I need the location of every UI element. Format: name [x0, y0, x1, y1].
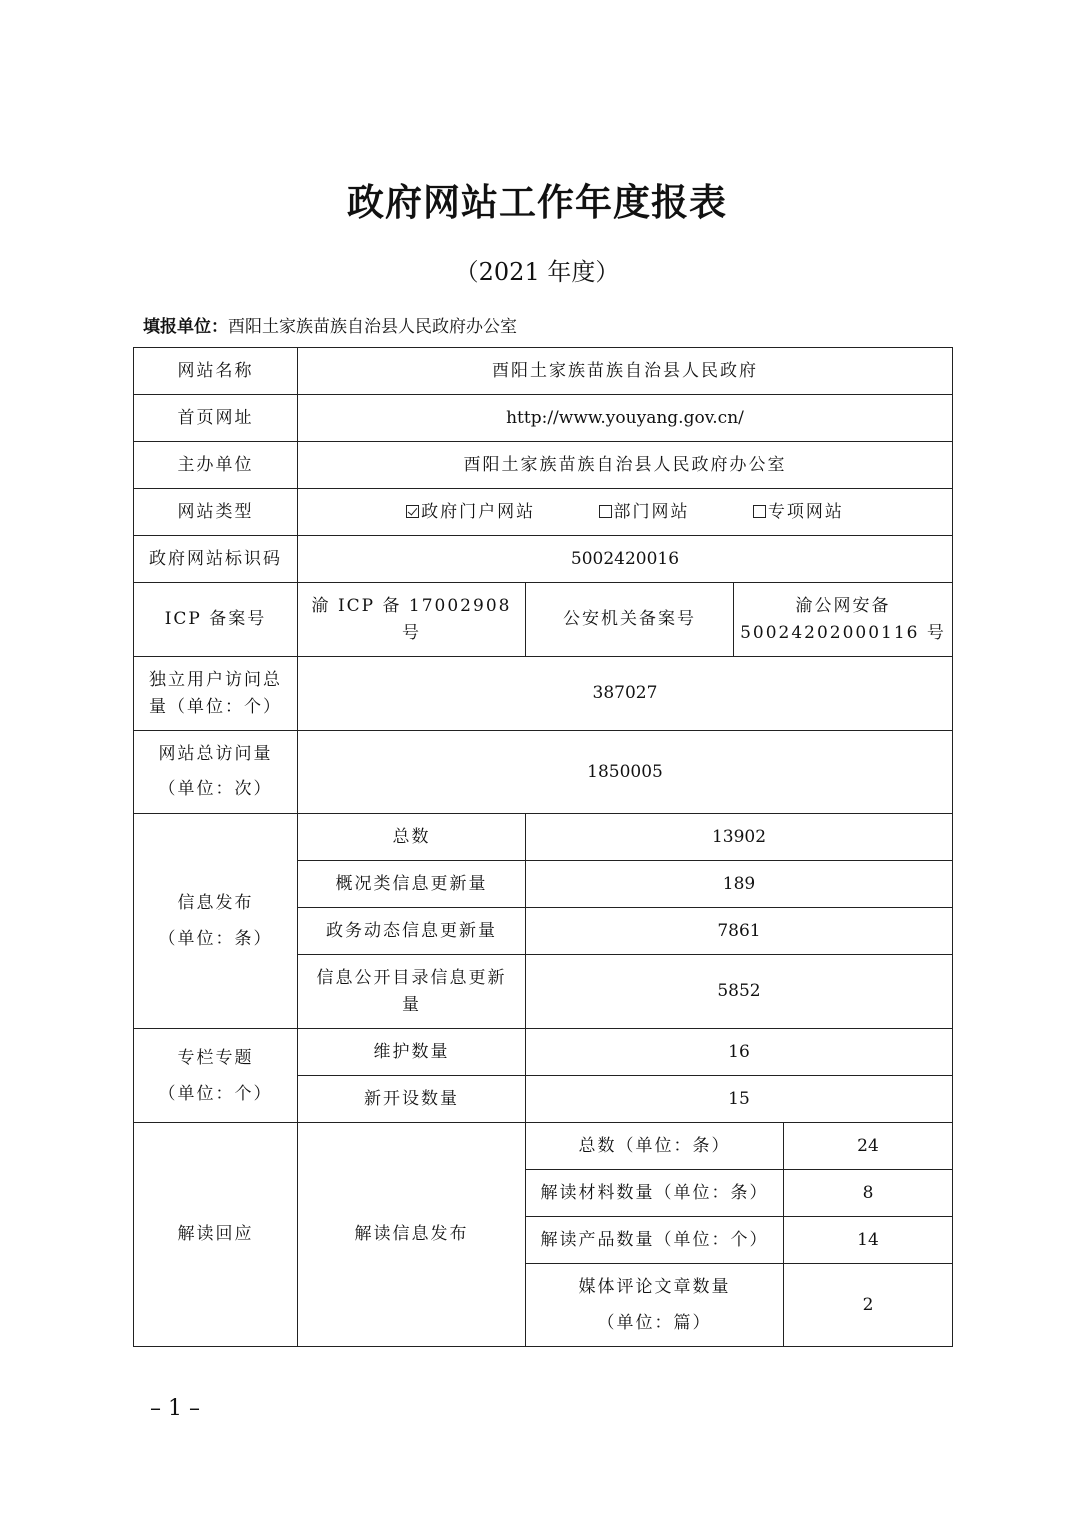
police-record-line2: 50024202000116 号 — [740, 622, 946, 643]
label-line1: 媒体评论文章数量 — [578, 1277, 731, 1297]
report-table — [133, 347, 953, 1347]
cell-label: 解读产品数量（单位：个） — [526, 1217, 784, 1264]
label-line2: （单位：篇） — [597, 1313, 712, 1333]
label-line2: （单位：次） — [158, 779, 273, 799]
table-row — [134, 348, 953, 395]
table-row — [134, 731, 953, 814]
checked-box-icon — [406, 505, 419, 518]
table-row — [134, 814, 953, 861]
cell-label: 总数 — [298, 814, 526, 861]
option-label: 政府门户网站 — [421, 501, 536, 522]
cell-value: 16 — [526, 1029, 953, 1076]
label-line1: 信息发布 — [177, 893, 254, 913]
cell-label: 总数（单位：条） — [526, 1123, 784, 1170]
site-type-option — [599, 499, 690, 526]
section-label — [134, 814, 298, 1029]
report-title: 政府网站工作年度报表 — [347, 181, 727, 224]
page-number: – 1 – — [150, 1396, 200, 1421]
label-line2: （单位：个） — [158, 1083, 273, 1104]
table-row — [134, 1123, 953, 1170]
cell-value: 5852 — [526, 955, 953, 1029]
empty-box-icon — [753, 505, 766, 518]
filling-unit-label: 填报单位： — [143, 317, 228, 337]
label-line1: 专栏专题 — [177, 1047, 254, 1068]
cell-label: 首页网址 — [134, 395, 298, 442]
cell-value: 14 — [784, 1217, 953, 1264]
homepage-url: http://www.youyang.gov.cn/ — [298, 395, 953, 442]
cell-label: ICP 备案号 — [134, 583, 298, 657]
cell-value: 8 — [784, 1170, 953, 1217]
section-label: 解读回应 — [134, 1123, 298, 1347]
label-line1: 信息公开目录信息更新 — [316, 967, 507, 988]
site-type-option — [406, 499, 535, 526]
filling-unit-value: 酉阳土家族苗族自治县人民政府办公室 — [228, 317, 517, 337]
label-line1: 独立用户访问总 — [149, 669, 282, 690]
filling-unit — [143, 312, 517, 337]
table-row — [134, 583, 953, 657]
cell-value: 酉阳土家族苗族自治县人民政府办公室 — [298, 442, 953, 489]
table-row — [134, 489, 953, 536]
cell-value: 1850005 — [298, 731, 953, 814]
cell-label: 概况类信息更新量 — [298, 861, 526, 908]
icp-number: 渝 ICP 备 17002908 号 — [298, 583, 526, 657]
empty-box-icon — [599, 505, 612, 518]
cell-value: 5002420016 — [298, 536, 953, 583]
sub-section-label: 解读信息发布 — [298, 1123, 526, 1347]
cell-label: 解读材料数量（单位：条） — [526, 1170, 784, 1217]
cell-value: 24 — [784, 1123, 953, 1170]
site-type-options — [298, 489, 953, 536]
cell-label — [134, 731, 298, 814]
cell-label: 维护数量 — [298, 1029, 526, 1076]
table-row — [134, 657, 953, 731]
cell-label — [298, 955, 526, 1029]
table-row — [134, 1029, 953, 1076]
cell-value: 15 — [526, 1076, 953, 1123]
cell-label: 网站类型 — [134, 489, 298, 536]
option-label: 专项网站 — [767, 501, 844, 522]
cell-label: 政府网站标识码 — [134, 536, 298, 583]
cell-value: 189 — [526, 861, 953, 908]
cell-label: 公安机关备案号 — [526, 583, 734, 657]
police-record-number — [734, 583, 953, 657]
cell-label — [134, 657, 298, 731]
table-row — [134, 442, 953, 489]
label-line2: 量（单位：个） — [149, 696, 282, 717]
section-label — [134, 1029, 298, 1123]
table-row — [134, 395, 953, 442]
label-line2: （单位：条） — [158, 929, 273, 949]
label-line2: 量 — [402, 994, 421, 1015]
cell-value: 7861 — [526, 908, 953, 955]
cell-value: 酉阳土家族苗族自治县人民政府 — [298, 348, 953, 395]
cell-value: 387027 — [298, 657, 953, 731]
label-line1: 网站总访问量 — [158, 744, 273, 764]
cell-value: 13902 — [526, 814, 953, 861]
report-year: （2021 年度） — [454, 258, 620, 286]
cell-label: 网站名称 — [134, 348, 298, 395]
police-record-line1: 渝公网安备 — [795, 595, 891, 616]
cell-value: 2 — [784, 1264, 953, 1347]
cell-label: 主办单位 — [134, 442, 298, 489]
cell-label: 新开设数量 — [298, 1076, 526, 1123]
site-type-option — [753, 499, 844, 526]
cell-label — [526, 1264, 784, 1347]
table-row — [134, 536, 953, 583]
option-label: 部门网站 — [613, 501, 690, 522]
cell-label: 政务动态信息更新量 — [298, 908, 526, 955]
